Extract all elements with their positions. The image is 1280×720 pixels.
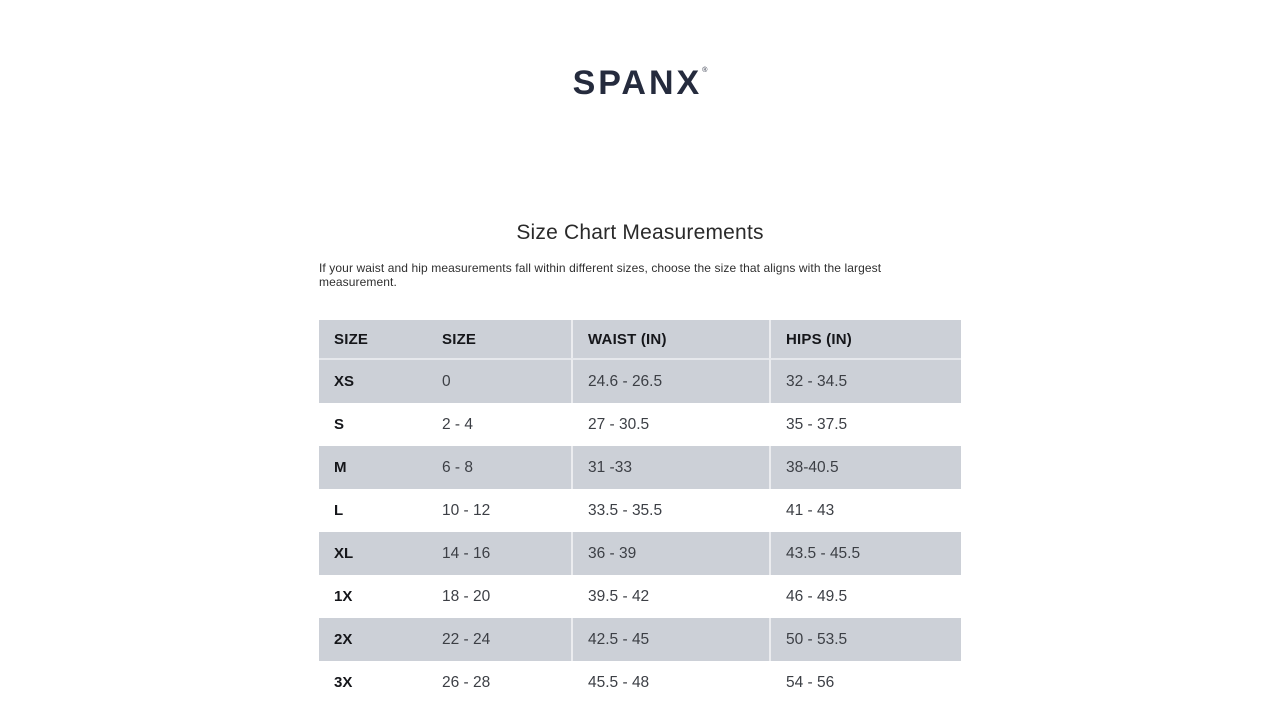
cell-hips: 32 - 34.5 — [769, 358, 961, 403]
table-header-row — [319, 320, 961, 358]
table-row-xl — [319, 532, 961, 575]
cell-waist: 33.5 - 35.5 — [571, 489, 769, 532]
cell-waist: 27 - 30.5 — [571, 403, 769, 446]
registered-trademark-symbol: ® — [702, 67, 708, 74]
cell-size-label: XL — [319, 532, 427, 575]
table-row-s — [319, 403, 961, 446]
brand-header — [0, 0, 1280, 103]
size-chart-table — [319, 320, 961, 704]
cell-size-label: 2X — [319, 618, 427, 661]
cell-waist: 24.6 - 26.5 — [571, 358, 769, 403]
table-row-xs — [319, 358, 961, 403]
cell-hips: 54 - 56 — [769, 661, 961, 704]
cell-hips: 38-40.5 — [769, 446, 961, 489]
cell-hips: 41 - 43 — [769, 489, 961, 532]
table-row-3x — [319, 661, 961, 704]
page-subtitle: If your waist and hip measurements fall within different sizes, choose the size that aligns with the largest measurement. — [319, 261, 882, 289]
cell-size-label: 1X — [319, 575, 427, 618]
cell-size-range: 18 - 20 — [427, 575, 571, 618]
cell-size-label: L — [319, 489, 427, 532]
cell-size-label: 3X — [319, 661, 427, 704]
column-header-size-range: SIZE — [427, 320, 571, 358]
spanx-logo: SPANX — [572, 64, 703, 102]
cell-size-range: 22 - 24 — [427, 618, 571, 661]
table-row-m — [319, 446, 961, 489]
cell-hips: 43.5 - 45.5 — [769, 532, 961, 575]
cell-size-range: 6 - 8 — [427, 446, 571, 489]
cell-waist: 45.5 - 48 — [571, 661, 769, 704]
cell-size-range: 14 - 16 — [427, 532, 571, 575]
cell-waist: 36 - 39 — [571, 532, 769, 575]
cell-size-range: 0 — [427, 358, 571, 403]
cell-hips: 50 - 53.5 — [769, 618, 961, 661]
table-row-1x — [319, 575, 961, 618]
table-row-2x — [319, 618, 961, 661]
cell-waist: 39.5 - 42 — [571, 575, 769, 618]
cell-size-label: M — [319, 446, 427, 489]
cell-size-range: 10 - 12 — [427, 489, 571, 532]
cell-hips: 35 - 37.5 — [769, 403, 961, 446]
cell-waist: 31 -33 — [571, 446, 769, 489]
column-header-hips: HIPS (IN) — [769, 320, 961, 358]
column-header-waist: WAIST (IN) — [571, 320, 769, 358]
cell-waist: 42.5 - 45 — [571, 618, 769, 661]
column-header-size-label: SIZE — [319, 320, 427, 358]
table-row-l — [319, 489, 961, 532]
page-title: Size Chart Measurements — [516, 221, 764, 244]
cell-size-range: 26 - 28 — [427, 661, 571, 704]
cell-size-label: XS — [319, 358, 427, 403]
size-chart-content — [319, 221, 961, 704]
cell-size-range: 2 - 4 — [427, 403, 571, 446]
cell-size-label: S — [319, 403, 427, 446]
cell-hips: 46 - 49.5 — [769, 575, 961, 618]
